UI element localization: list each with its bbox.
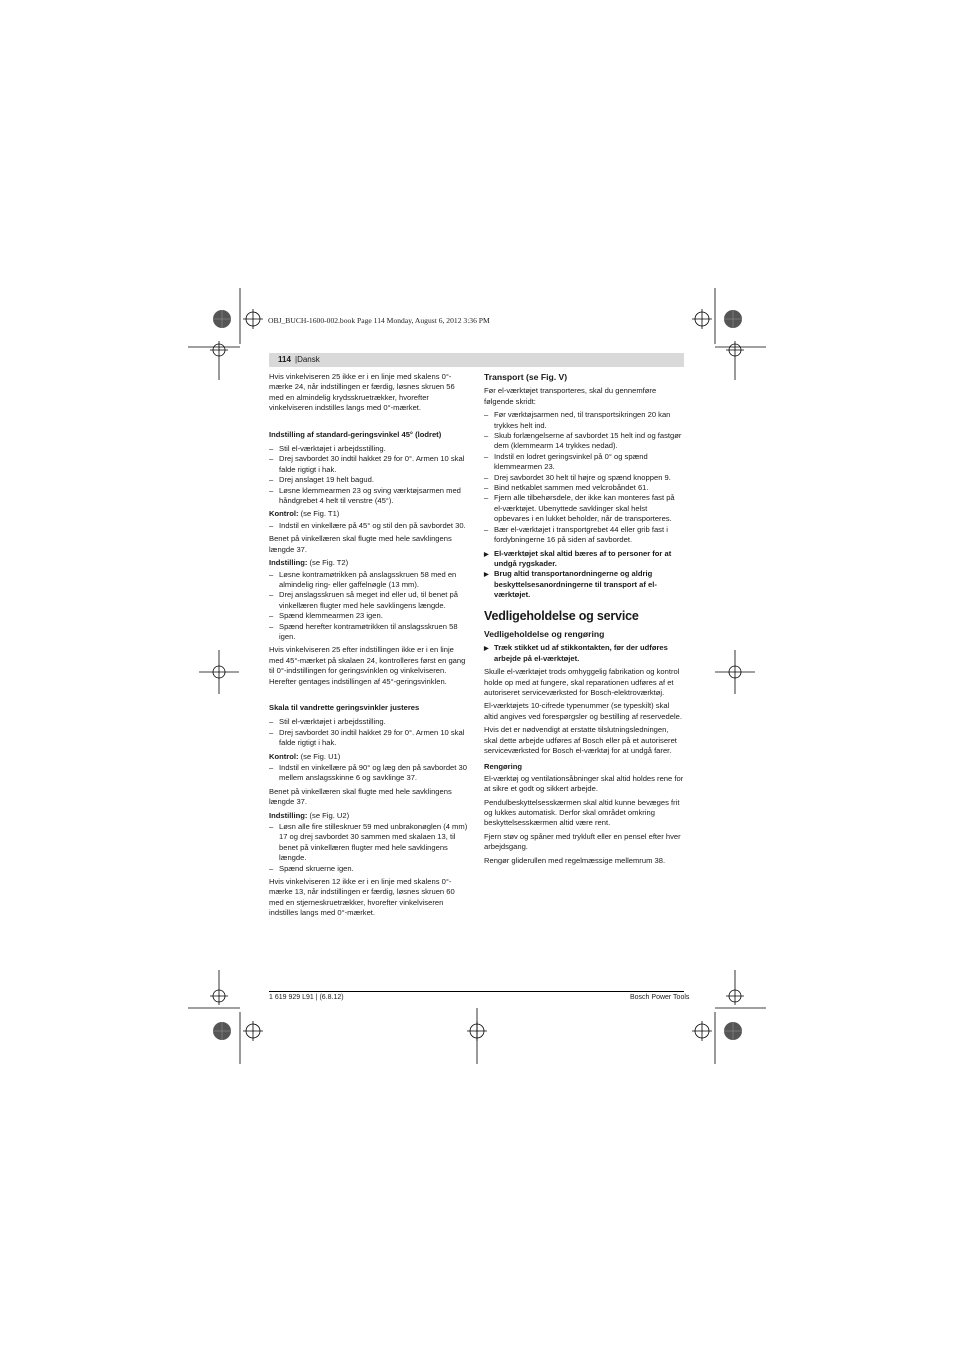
warning-item: ▶ Træk stikket ud af stikkontakten, før der udføres arbejde på el-værktøjet. — [484, 643, 684, 664]
kontrol-label: Kontrol: (se Fig. T1) — [269, 509, 340, 519]
list-item: – Drej savbordet 30 indtil hakket 29 for 0°. Armen 10 skal falde rigtigt i hak. — [269, 454, 469, 475]
closing-paragraph: Hvis vinkelviseren 25 efter indstillingen ikke er i en linje med 45°-mærket på skalaen 24, kontrolleres først en gang til 0°-indstillingen for geringsvinklen og vinkelviseren. Herefter gentages indstillingen af 45°-geringsvinklen. — [269, 645, 466, 686]
note-paragraph: Benet på vinkellæren skal flugte med hele savklingens længde 37. — [269, 786, 452, 807]
section-heading-45: Indstilling af standard-geringsvinkel 45° (lodret) — [269, 429, 442, 439]
note-paragraph: Benet på vinkellæren skal flugte med hele savklingens længde 37. — [269, 534, 452, 554]
indstilling-label: Indstilling: (se Fig. U2) — [269, 810, 350, 820]
list-item: – Stil el-værktøjet i arbejdsstilling. — [269, 717, 469, 727]
footer-brand: Bosch Power Tools — [630, 994, 690, 1001]
cleaning-paragraph: Fjern støv og spåner med trykluft eller en pensel efter hver arbejdsgang. — [484, 831, 681, 852]
kontrol-label: Kontrol: (se Fig. U1) — [269, 751, 341, 761]
kontrol-list — [269, 521, 469, 531]
print-header: OBJ_BUCH-1600-002.book Page 114 Monday, August 6, 2012 3:36 PM — [268, 316, 490, 325]
list-item: – Løsne klemmearmen 23 og sving værktøjsarmen med håndgrebet 4 helt til venstre (45°). — [269, 486, 469, 507]
page-header-bar — [269, 353, 684, 367]
list-item: – Løsne kontramøtrikken på anslagsskruen 58 med en almindelig ring- eller gaffelnøgle (13 mm). — [269, 570, 469, 591]
list-item: – Indstil en lodret geringsvinkel på 0° og spænd klemmearmen 23. — [484, 452, 684, 473]
list-item: – Løsn alle fire stilleskruer 59 med unbrakonøglen (4 mm) 17 og drej savbordet 30 sammen med skalaen 13, til benet på vinkellæren flugter med hele savklingens længde. — [269, 822, 469, 864]
service-paragraph: Hvis det er nødvendigt at erstatte tilslutningsledningen, skal dette arbejde udføres af Bosch eller på et autoriseret serviceværksted for Bosch el-værktøj for at undgå farer. — [484, 725, 677, 755]
page-language: |Dansk — [295, 355, 320, 364]
service-paragraph: Skulle el-værktøjet trods omhyggelig fabrikation og kontrol holde op med at fungere, skal reparationen udføres af et autoriseret serviceværksted for Bosch-elektroværktøj. — [484, 667, 680, 697]
warning-item: ▶ El-værktøjet skal altid bæres af to personer for at undgå rygskader. — [484, 549, 684, 570]
section-heading-scale: Skala til vandrette geringsvinkler justeres — [269, 702, 420, 712]
list-item: – Fjern alle tilbehørsdele, der ikke kan monteres fast på el-værktøjet. Ubenyttede savklinger skal helst opbevares i en lukket beholder, når de transporteres. — [484, 493, 684, 524]
list-item: – Drej anslaget 19 helt bagud. — [269, 475, 469, 485]
service-paragraph: El-værktøjets 10-cifrede typenummer (se typeskilt) skal altid angives ved forespørgsler og bestilling af reservedele. — [484, 701, 682, 721]
list-item: – Drej anslagsskruen så meget ind eller ud, til benet på vinkellæren flugter med hele savklingens længde. — [269, 590, 469, 611]
closing-paragraph: Hvis vinkelviseren 12 ikke er i en linje med skalens 0°-mærke 13, når indstillingen er færdig, løsnes skruen 60 med en stjerneskruetrækker, hvorefter vinkelviseren indstilles langs med 0°-mærket. — [269, 877, 455, 918]
list-item: – Spænd klemmearmen 23 igen. — [269, 611, 469, 621]
list-item: – Før værktøjsarmen ned, til transportsikringen 20 kan trykkes helt ind. — [484, 410, 684, 431]
transport-intro: Før el-værktøjet transporteres, skal du gennemføre følgende skridt: — [484, 386, 657, 406]
service-heading: Vedligeholdelse og service — [484, 608, 639, 623]
step-list — [269, 444, 469, 506]
list-item: – Indstil en vinkellære på 45° og stil den på savbordet 30. — [269, 521, 469, 531]
right-column — [484, 372, 684, 869]
indstilling-label: Indstilling: (se Fig. T2) — [269, 558, 349, 568]
step-list — [269, 717, 469, 748]
indstilling-list — [269, 822, 469, 874]
footer-rule — [269, 991, 684, 992]
cleaning-heading: Rengøring — [484, 762, 522, 772]
list-item: – Spænd skruerne igen. — [269, 864, 469, 874]
cleaning-paragraph: Pendulbeskyttelsesskærmen skal altid kunne bevæges frit og lukkes automatisk. Derfor skal området omkring beskyttelsesskærmen altid være rent. — [484, 797, 680, 828]
list-item: – Drej savbordet 30 helt til højre og spænd knoppen 9. — [484, 473, 684, 483]
list-item: – Drej savbordet 30 indtil hakket 29 for 0°. Armen 10 skal falde rigtigt i hak. — [269, 728, 469, 749]
indstilling-list — [269, 570, 469, 643]
list-item: – Bær el-værktøjet i transportgrebet 44 eller grib fast i fordybningerne 16 på siden af savbordet. — [484, 525, 684, 546]
list-item: – Indstil en vinkellære på 90° og læg den på savbordet 30 mellem anslagsskinne 6 og savklinge 37. — [269, 763, 469, 784]
list-item: – Stil el-værktøjet i arbejdsstilling. — [269, 444, 469, 454]
cleaning-paragraph: El-værktøj og ventilationsåbninger skal altid holdes rene for at sikre et godt og sikkert arbejde. — [484, 773, 684, 794]
cleaning-paragraph: Rengør gliderullen med regelmæssige mellemrum 38. — [484, 855, 666, 865]
service-warnings — [484, 643, 684, 664]
list-item: – Bind netkablet sammen med velcrobåndet 61. — [484, 483, 684, 493]
kontrol-list — [269, 763, 469, 784]
maintenance-subheading: Vedligeholdelse og rengøring — [484, 628, 605, 639]
intro-paragraph: Hvis vinkelviseren 25 ikke er i en linje med skalens 0°-mærke 24, når indstillingen er færdig, løsnes skruen 56 med en almindelig krydsskruetrækker, hvorefter vinkelviseren indstilles langs med 0°-mærket. — [269, 372, 455, 413]
list-item: – Spænd herefter kontramøtrikken til anslagsskruen 58 igen. — [269, 622, 469, 643]
left-column — [269, 372, 469, 922]
transport-heading: Transport (se Fig. V) — [484, 372, 568, 382]
transport-warnings — [484, 549, 684, 601]
list-item: – Skub forlængelserne af savbordet 15 helt ind og fastgør dem (klemmearm 14 trykkes nedad). — [484, 431, 684, 452]
transport-steps — [484, 410, 684, 545]
footer-doc-number: 1 619 929 L91 | (6.8.12) — [269, 994, 344, 1001]
warning-item: ▶ Brug altid transportanordningerne og aldrig beskyttelsesanordningerne til transport af el-værktøjet. — [484, 569, 684, 600]
page-number: 114 — [278, 355, 291, 364]
